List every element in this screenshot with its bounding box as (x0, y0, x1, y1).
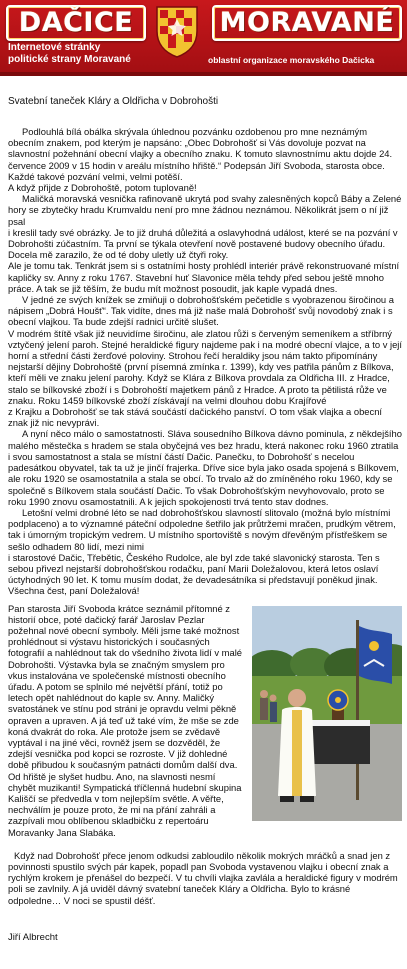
article-body (8, 126, 402, 597)
site-header (0, 0, 407, 76)
article-title: Svatební taneček Kláry a Oldřicha v Dobrohošti (8, 96, 219, 107)
paragraph: Ale je tomu tak. Tenkrát jsem si s ostatními hosty prohlédl interiér právě rekonstruované místní kapličky sv. Anny z roku 1767. Stavební huť Slavonice měla tehdy před sebou ještě mnoho práce. A tak se již těším, že budu mít možnost posoudit, jak kaple vypadá dnes. (8, 260, 400, 294)
tagline-line-2: politické strany Moravané (8, 54, 131, 65)
paragraph: A když přijde z Dobrohoště, potom tuplovaně! (8, 182, 197, 194)
paragraph: i starostové Dačic, Třebětic, Českého Rudolce, ale byl zde také slavonický starosta. Ten s sebou přivezl nejstarší dobrohošťskou rodačku, paní Marii Doležalovou, která letos oslaví úctyhodných 90 let. K tomu musím dodat, že devadesátníka si představují poněkud jinak. Všechna čest, paní Doležalová! (8, 551, 380, 597)
tagline-region: oblastní organizace moravského Dačicka (208, 55, 375, 65)
paragraph: z Krajku a Dobrohošť se tak stává součástí dačického panství. O tom však vlajka a obecní znak již nic nevyprávi. (8, 406, 383, 429)
paragraph: V modrém štítě však již neuvidíme širočinu, ale zlatou růži s červeným semeníkem a stříbrný vztyčený jelení paroh. Stejné heraldické figury najdeme pak i na modré obecní vlajce, a to v její horní a střední části žerďové poloviny. Strohou řečí heraldiky jsou nám takto připomínány nejstarší dějiny Dobrohoště (první písemná zmínka r. 1399), kdy ves patřila pánům z Bílkova, kteří měli ve znaku jelení parohy. Když se Klára z Bílkova provdala za Oldřicha III. z Hradce, stalo se bílkovské zboží i s Dobrohoští majetkem pánů z Hradce. A proto ta pětilistá růže ve znaku. Roku 1459 bílkovské zboží získávají na velmi dlouhou dobu Krajířové (8, 327, 402, 406)
article-author: Jiří Albrecht (8, 932, 58, 943)
tagline-line-1: Internetové stránky (8, 42, 101, 53)
paragraph: Pan starosta Jiří Svoboda krátce seznámil přítomné z historií obce, poté dačický farář Jaroslav Pezlar požehnal nové obecní symboly. Měli jsme také možnost prohlédnout si výstavu historických i současných fotografií a nahlédnout tak do všedního života lidí v malé Dobrohošti. Výstavka byla se značným smyslem pro vkus instalována ve společenské místnosti obecního úřadu. A potom se splnilo mé největší přání, totiž po letech opět nahlédnout do kaple sv. Anny. Maličký svatostánek ve stínu pod stráni je opravdu velmi pěkně opraven a upraven. A já teď už také vím, že mše se zde koná dvakrát do roka. Ale protože jsem se zvědavě vyptával i na jiné věci, rovněž jsem se dozvěděl, že zdejší vesnička pod kopci se rozroste. V již dohledné době přibudou k současným patnácti domům další dva. Od hřiště je slyšet hudbu. Ano, na slavnosti nesmí chybět muzikanti! Sympatická tříčlenná hudební skupina Kališčí se předvedla v tom nejlepším světle. A věřte, nechválím je pouze proto, že mi na přání zahráli a zazpívali mou oblíbenou skladbičku z repertoáru Moravanky Jana Slabáka. (8, 602, 242, 838)
site-tagline (8, 42, 158, 66)
paragraph: Když nad Dobrohošť přece jenom odkudsi zabloudilo několik mokrých mráčků a snad jen z povinnosti spustilo svých pár kapek, popadl pan Svoboda vystavenou vlajku i obecní znak a rychlým krokem je přenášel do bezpečí. V tu chvíli vlajka zavlála a heraldické figury v modrém poli se zavlnily. A já uviděl dávný svatební taneček Kláry a Oldřicha. Bylo to krásné odpoledne… V noci se spustil déšť. (8, 849, 398, 906)
brand-title-left[interactable]: DAČICE (6, 5, 146, 41)
paragraph: i kreslil tady své obrázky. Je to již druhá důležitá a oslavyhodná událost, které se na pozvání v Dobrohošti zúčastním. Ta první se týkala otevření nově postavené budovy obecního úřadu. Docela mě zarazilo, že od té doby uletly už čtyři roky. (8, 226, 398, 261)
paragraph: Maličká moravská vesnička rafinovaně ukrytá pod svahy zalesněných kopců Báby a Zelené hory se zbytečky hradu Krumvaldu není pro mne žádnou neznámou. Několikrát jsem o ní již psal (8, 193, 402, 227)
article (8, 96, 402, 906)
closing-section (8, 850, 402, 906)
photo-priest-blessing-flag (252, 606, 402, 821)
paragraph: Podlouhlá bílá obálka skrývala úhlednou pozvánku ozdobenou pro mne neznámým obecním znakem, pod kterým je napsáno: „Obec Dobrohošť si Vás dovoluje pozvat na slavnostní požehnání obecní vlajky a obecního znaku. K tomuto slavnostnímu aktu dojde 24. července 2009 v 15 hodin v areálu místního hřiště.“ Podepsán Jiří Svoboda, starosta obce. Každé takové pozvání velmi, velmi potěší. (8, 126, 393, 182)
header-divider (0, 72, 407, 76)
photo-section (8, 603, 402, 838)
paragraph: V jedné ze svých knížek se zmiňuji o dobrohošťském pečetidle s vyobrazenou širočinou a nápisem „Dobrá Houšť“. Tak vidíte, dnes má již naše malá Dobrohošť svůj novodobý znak i s obecní vlajkou. Ta bude zdejší radnici určitě slušet. (8, 294, 394, 328)
paragraph: A nyní něco málo o samostatnosti. Sláva sousedního Bílkova dávno pominula, z někdejšího malého městečka s hradem se stala obyčejná ves bez hradu, která nakonec roku 1960 ztratila i svou samostatnost a stala se místní částí Dačic. Panečku, to Dobrohošť s necelou padesátkou obyvatel, tak ta už je jinčí frajerka. Dříve sice byla jako osada spojená s Bílkovem, ale roku 1920 se osamostatnila a stala se obcí. To trvalo až do zmíněného roku 1960, kdy se společně s Bílkovem stala součástí Dačic. To však Dobrohošťským nevyhovovalo, proto se roku 1990 znovu osamostatnili. A k jejich spokojenosti trvá tento stav dodnes. (8, 428, 402, 507)
brand-title-right[interactable]: MORAVANÉ (212, 5, 402, 41)
coat-of-arms-icon (152, 3, 202, 59)
paragraph: Letošní velmi drobné léto se nad dobrohošťskou slavností slitovalo (možná bylo místními podplaceno) a to významné páteční odpoledne šetřilo jak průtržemi mračen, prudkým větrem, tak i úmorným tropickým vedrem. U místního sportoviště s novým dřevěným přístřeškem se sešlo odhadem 80 lidí, mezi nimi (8, 506, 396, 552)
article-photo[interactable] (252, 606, 402, 821)
